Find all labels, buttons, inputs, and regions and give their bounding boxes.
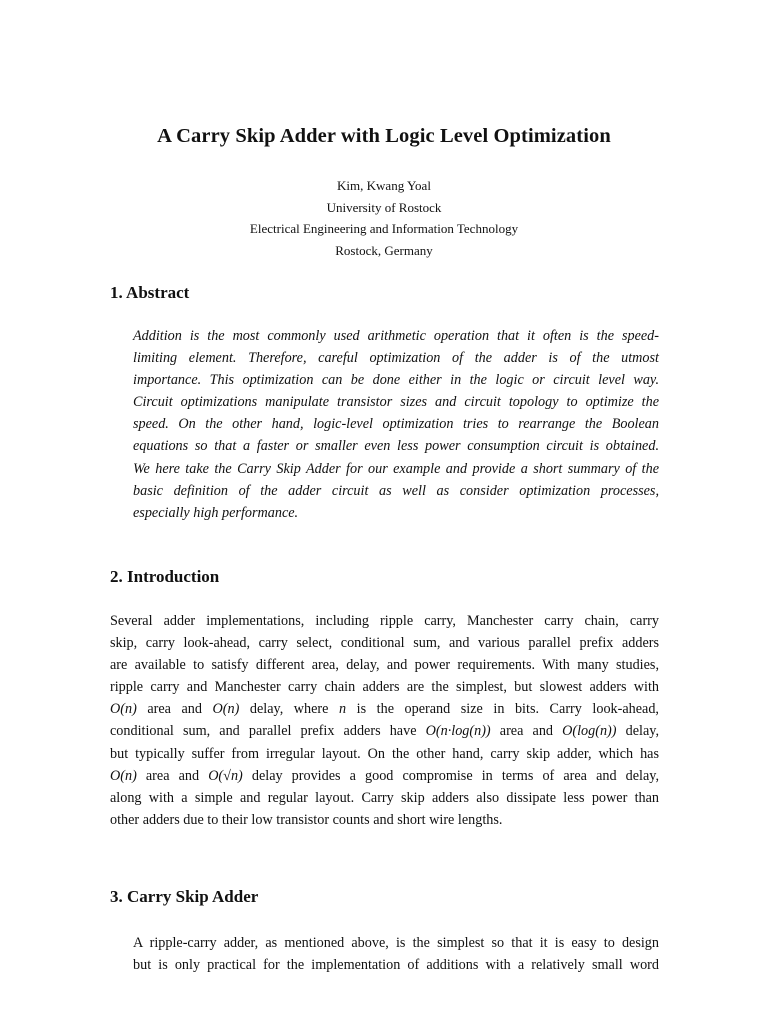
text-segment: delay provides a good compromise in terms of area and delay,: [242, 767, 659, 784]
section-heading-introduction: 2. Introduction: [110, 567, 220, 586]
text-segment: ripple carry and Manchester carry chain adders are the simplest, but slowest adders with: [110, 679, 659, 696]
introduction-line: [110, 698, 659, 720]
math-expression: O(n): [110, 767, 137, 784]
introduction-line: [110, 654, 659, 676]
abstract-line: basic definition of the adder circuit as well as consider optimization processes,: [133, 482, 659, 499]
carry-skip-line: A ripple-carry adder, as mentioned above, is the simplest so that it is easy to design: [133, 935, 659, 951]
text-segment: area and: [490, 723, 563, 740]
introduction-line: [110, 787, 659, 809]
text-segment: delay,: [616, 723, 659, 740]
abstract-line: importance. This optimization can be done either in the logic or circuit level way.: [133, 372, 659, 389]
text-segment: delay, where: [239, 701, 339, 718]
math-expression: O(log(n)): [562, 723, 617, 740]
text-segment: Several adder implementations, including ripple carry, Manchester carry chain, carry: [110, 613, 659, 629]
text-segment: but typically suffer from irregular layout. On the other hand, carry skip adder, which has: [110, 745, 659, 762]
author-name: Kim, Kwang Yoal: [337, 178, 431, 193]
abstract-line: limiting element. Therefore, careful optimization of the adder is of the utmost: [133, 350, 659, 367]
text-segment: conditional sum, and parallel prefix adders have: [110, 723, 426, 740]
math-expression: n: [339, 701, 347, 718]
text-segment: other adders due to their low transistor counts and short wire lengths.: [110, 811, 503, 828]
introduction-line: [110, 809, 659, 831]
section-heading-carry-skip-adder: 3. Carry Skip Adder: [110, 887, 259, 906]
abstract-line: We here take the Carry Skip Adder for our example and provide a short summary of the: [133, 460, 659, 477]
abstract-paragraph: [110, 325, 659, 524]
introduction-line: [110, 765, 659, 787]
text-segment: are available to satisfy different area, delay, and power requirements. With many studies,: [110, 657, 659, 674]
section-heading-abstract: 1. Abstract: [110, 283, 190, 302]
carry-skip-line: but is only practical for the implementation of additions with a relatively small word: [133, 957, 659, 974]
abstract-line: especially high performance.: [133, 504, 299, 521]
math-expression: O(n): [212, 701, 240, 718]
text-segment: area and: [136, 701, 213, 718]
abstract-line: equations so that a faster or smaller even less power consumption circuit is obtained.: [133, 438, 659, 455]
introduction-paragraph: [110, 610, 659, 831]
introduction-line: [110, 632, 659, 654]
introduction-line: [110, 610, 659, 632]
paper-title: A Carry Skip Adder with Logic Level Optimization: [157, 125, 611, 147]
abstract-line: Addition is the most commonly used arithmetic operation that it often is the speed-: [133, 328, 659, 344]
carry-skip-paragraph: [110, 932, 659, 976]
author-block: [0, 175, 768, 261]
math-expression: O(√n): [208, 767, 243, 784]
introduction-line: [110, 743, 659, 765]
introduction-line: [110, 676, 659, 698]
author-location: Rostock, Germany: [335, 242, 433, 258]
abstract-line: Circuit optimizations manipulate transistor sizes and circuit topology to optimize the: [133, 394, 659, 411]
abstract-line: speed. On the other hand, logic-level optimization tries to rearrange the Boolean: [133, 416, 659, 433]
text-segment: along with a simple and regular layout. Carry skip adders also dissipate less power than: [110, 789, 659, 806]
text-segment: area and: [136, 767, 209, 784]
author-department: Electrical Engineering and Information Technology: [249, 221, 519, 236]
text-segment: is the operand size in bits. Carry look-ahead,: [346, 701, 659, 718]
text-segment: skip, carry look-ahead, carry select, conditional sum, and various parallel prefix adders: [110, 635, 659, 652]
math-expression: O(n): [110, 701, 137, 718]
author-university: University of Rostock: [326, 199, 442, 215]
introduction-line: [110, 720, 659, 742]
math-expression: O(n·log(n)): [425, 723, 491, 740]
